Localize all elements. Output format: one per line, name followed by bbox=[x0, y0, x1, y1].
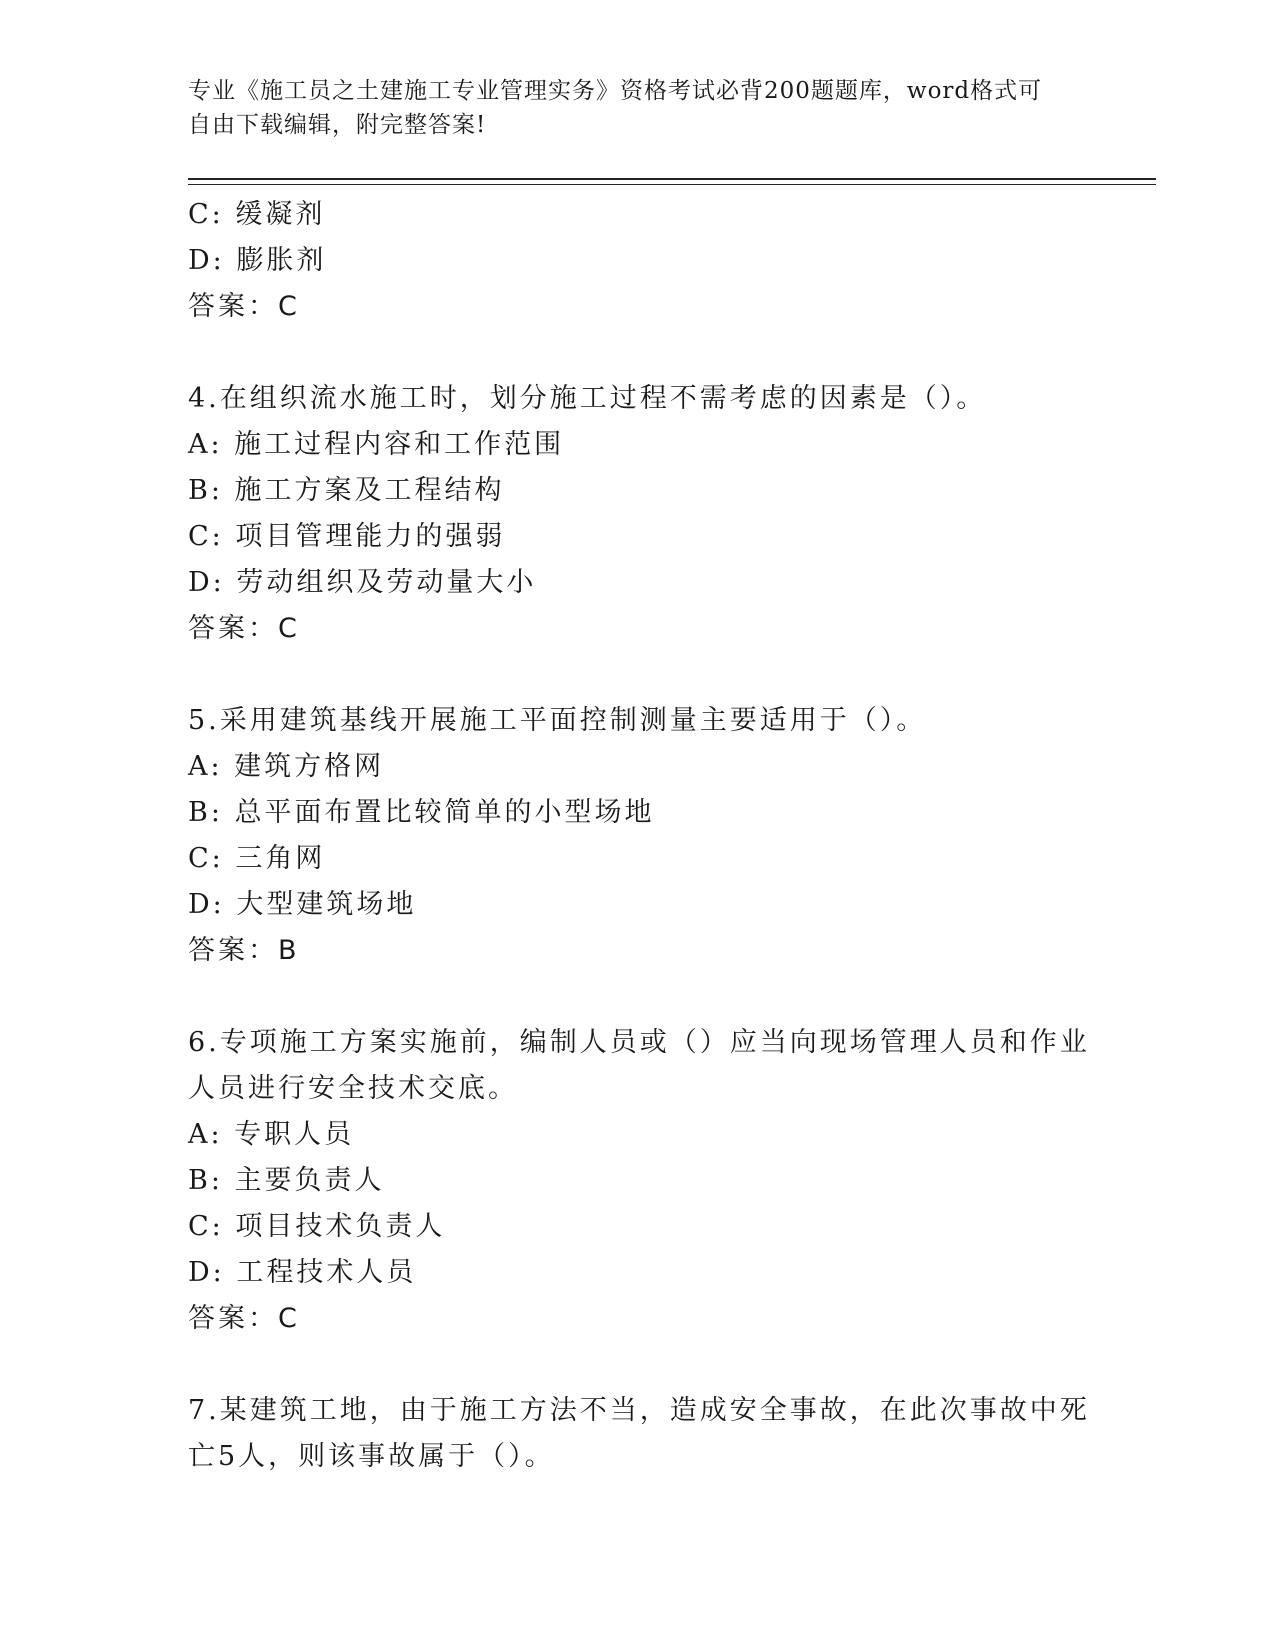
answer: 答案：C bbox=[188, 291, 300, 322]
question-4 bbox=[188, 376, 1068, 652]
option-a: A: 建筑方格网 bbox=[188, 751, 385, 782]
question-7 bbox=[188, 1388, 1090, 1480]
option-b: B: 主要负责人 bbox=[188, 1165, 385, 1196]
answer: 答案：C bbox=[188, 613, 300, 644]
document-header bbox=[188, 74, 1068, 142]
option-c: C: 项目技术负责人 bbox=[188, 1211, 446, 1242]
question-5 bbox=[188, 698, 1068, 974]
option-a: A: 专职人员 bbox=[188, 1119, 355, 1150]
question-list bbox=[188, 192, 1090, 1480]
question-3-tail bbox=[188, 192, 1068, 330]
option-c: C: 缓凝剂 bbox=[188, 199, 326, 230]
answer: 答案：B bbox=[188, 935, 300, 966]
header-divider bbox=[188, 178, 1156, 185]
question-stem-line-2: 亡5人，则该事故属于（）。 bbox=[188, 1441, 555, 1472]
option-d: D: 工程技术人员 bbox=[188, 1257, 417, 1288]
option-d: D: 膨胀剂 bbox=[188, 245, 327, 276]
question-stem-line-1: 6.专项施工方案实施前，编制人员或（）应当向现场管理人员和作业 bbox=[188, 1027, 1090, 1058]
option-d: D: 劳动组织及劳动量大小 bbox=[188, 567, 537, 598]
header-line-1: 专业《施工员之土建施工专业管理实务》资格考试必背200题题库，word格式可 bbox=[188, 78, 1043, 104]
option-a: A: 施工过程内容和工作范围 bbox=[188, 429, 565, 460]
option-c: C: 项目管理能力的强弱 bbox=[188, 521, 506, 552]
header-line-2: 自由下载编辑，附完整答案! bbox=[188, 112, 487, 138]
answer: 答案：C bbox=[188, 1303, 300, 1334]
option-d: D: 大型建筑场地 bbox=[188, 889, 417, 920]
question-stem: 5.采用建筑基线开展施工平面控制测量主要适用于（）。 bbox=[188, 705, 927, 736]
question-stem-line-1: 7.某建筑工地，由于施工方法不当，造成安全事故，在此次事故中死 bbox=[188, 1395, 1090, 1426]
question-6 bbox=[188, 1020, 1090, 1342]
question-stem-line-2: 人员进行安全技术交底。 bbox=[188, 1073, 518, 1104]
option-b: B: 总平面布置比较简单的小型场地 bbox=[188, 797, 655, 828]
question-stem: 4.在组织流水施工时，划分施工过程不需考虑的因素是（）。 bbox=[188, 383, 987, 414]
option-c: C: 三角网 bbox=[188, 843, 326, 874]
option-b: B: 施工方案及工程结构 bbox=[188, 475, 505, 506]
